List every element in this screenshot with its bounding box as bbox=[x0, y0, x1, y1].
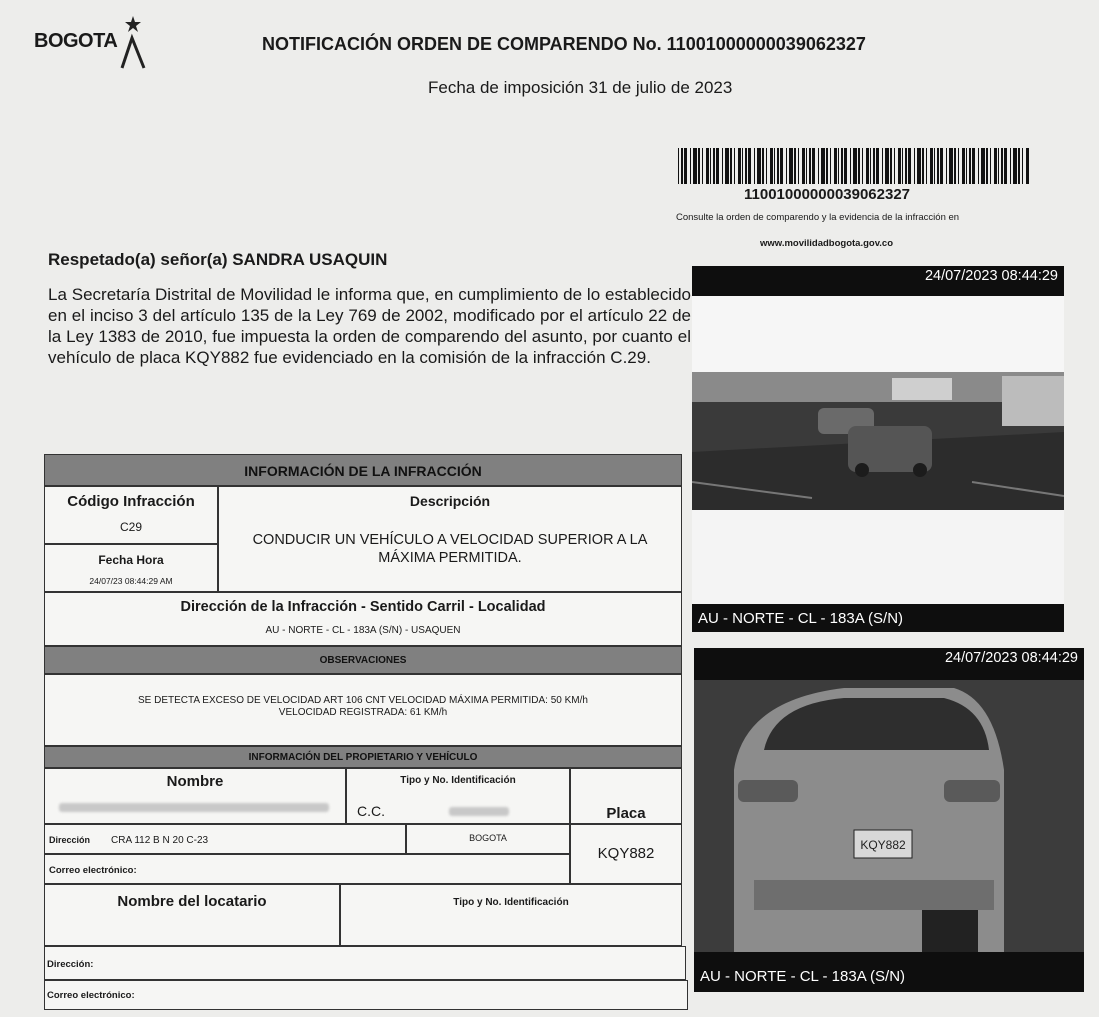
photo-1-caption: AU - NORTE - CL - 183A (S/N) bbox=[698, 610, 904, 627]
direccion-prop-value: CRA 112 B N 20 C-23 bbox=[111, 835, 209, 846]
barcode-bar bbox=[789, 148, 793, 184]
barcode bbox=[678, 148, 1032, 184]
photo-2-caption: AU - NORTE - CL - 183A (S/N) bbox=[700, 968, 906, 985]
barcode-bar bbox=[838, 148, 839, 184]
observaciones-header: OBSERVACIONES bbox=[44, 646, 682, 674]
barcode-bar bbox=[777, 148, 779, 184]
propietario-section-header: INFORMACIÓN DEL PROPIETARIO Y VEHÍCULO bbox=[44, 746, 682, 768]
barcode-bar bbox=[757, 148, 761, 184]
photo-1-timestamp: 24/07/2023 08:44:29 bbox=[924, 268, 1058, 284]
photo-1-overexposed-area-bottom bbox=[692, 510, 1064, 604]
barcode-bar bbox=[954, 148, 956, 184]
barcode-bar bbox=[754, 148, 755, 184]
direccion-prop-cell bbox=[44, 824, 406, 854]
codigo-cell bbox=[44, 486, 218, 544]
barcode-bar bbox=[905, 148, 907, 184]
barcode-bar bbox=[969, 148, 971, 184]
barcode-bar bbox=[748, 148, 751, 184]
barcode-bar bbox=[841, 148, 843, 184]
barcode-bar bbox=[798, 148, 799, 184]
barcode-bar bbox=[716, 148, 719, 184]
barcode-bar bbox=[693, 148, 697, 184]
barcode-bar bbox=[937, 148, 939, 184]
locatario-tipo-id-cell bbox=[340, 884, 682, 946]
tipo-id-cell bbox=[346, 768, 570, 824]
barcode-bar bbox=[698, 148, 700, 184]
barcode-bar bbox=[742, 148, 743, 184]
barcode-bar bbox=[690, 148, 691, 184]
direccion-infraccion-cell bbox=[44, 592, 682, 646]
barcode-bar bbox=[978, 148, 979, 184]
barcode-bar bbox=[821, 148, 825, 184]
locatario-direccion-label: Dirección: bbox=[47, 959, 94, 970]
ciudad-value: BOGOTA bbox=[469, 833, 507, 843]
barcode-bar bbox=[981, 148, 985, 184]
barcode-bar bbox=[853, 148, 857, 184]
barcode-bar bbox=[818, 148, 819, 184]
direccion-prop-label: Dirección bbox=[49, 835, 91, 845]
locatario-nombre-cell bbox=[44, 884, 340, 946]
barcode-bar bbox=[894, 148, 895, 184]
photo-1-overexposed-area bbox=[692, 296, 1064, 372]
correo-prop-label: Correo electrónico: bbox=[49, 865, 137, 876]
observaciones-line-2: VELOCIDAD REGISTRADA: 61 KM/h bbox=[278, 707, 448, 718]
evidence-photo-1 bbox=[692, 266, 1064, 632]
barcode-bar bbox=[706, 148, 709, 184]
consulte-text: Consulte la orden de comparendo y la evidencia de la infracción en bbox=[676, 212, 960, 223]
barcode-bar bbox=[908, 148, 911, 184]
barcode-bar bbox=[858, 148, 860, 184]
direccion-infraccion-label: Dirección de la Infracción - Sentido Carril - Localidad bbox=[180, 599, 546, 615]
barcode-bar bbox=[962, 148, 965, 184]
greeting: Respetado(a) señor(a) SANDRA USAQUIN bbox=[48, 250, 388, 269]
barcode-bar bbox=[681, 148, 683, 184]
placa-header-cell bbox=[570, 768, 682, 824]
logo-star-icon bbox=[125, 16, 141, 32]
barcode-bar bbox=[898, 148, 901, 184]
barcode-bar bbox=[922, 148, 924, 184]
observaciones-cell bbox=[44, 674, 682, 746]
barcode-bar bbox=[914, 148, 915, 184]
website-link[interactable]: www.movilidadbogota.gov.co bbox=[760, 238, 894, 249]
barcode-bar bbox=[990, 148, 991, 184]
barcode-bar bbox=[882, 148, 883, 184]
descripcion-value: CONDUCIR UN VEHÍCULO A VELOCIDAD SUPERIOR A LA MÁXIMA PERMITIDA. bbox=[252, 532, 648, 566]
descripcion-cell bbox=[218, 486, 682, 592]
barcode-bar bbox=[986, 148, 988, 184]
barcode-bar bbox=[958, 148, 959, 184]
tipo-id-value: C.C. bbox=[357, 803, 385, 819]
barcode-bar bbox=[786, 148, 787, 184]
barcode-bar bbox=[902, 148, 903, 184]
barcode-bar bbox=[998, 148, 999, 184]
barcode-bar bbox=[802, 148, 805, 184]
observaciones-line-1: SE DETECTA EXCESO DE VELOCIDAD ART 106 CNT VELOCIDAD MÁXIMA PERMITIDA: 50 KM/h bbox=[138, 695, 588, 706]
barcode-bar bbox=[809, 148, 811, 184]
barcode-bar bbox=[745, 148, 747, 184]
road-scene-image bbox=[692, 372, 1064, 510]
tipo-id-label: Tipo y No. Identificación bbox=[400, 775, 516, 786]
barcode-bar bbox=[972, 148, 975, 184]
barcode-bar bbox=[812, 148, 815, 184]
barcode-bar bbox=[1004, 148, 1007, 184]
barcode-bar bbox=[885, 148, 889, 184]
id-number-redacted bbox=[449, 807, 509, 816]
placa-value: KQY882 bbox=[597, 845, 655, 862]
barcode-bar bbox=[725, 148, 729, 184]
correo-prop-cell bbox=[44, 854, 570, 884]
locatario-correo-label: Correo electrónico: bbox=[47, 990, 135, 1001]
fecha-hora-label: Fecha Hora bbox=[98, 553, 164, 567]
barcode-bar bbox=[1010, 148, 1011, 184]
barcode-bar bbox=[794, 148, 796, 184]
barcode-bar bbox=[862, 148, 863, 184]
direccion-infraccion-value: AU - NORTE - CL - 183A (S/N) - USAQUEN bbox=[265, 625, 461, 636]
vehicle-rear-image bbox=[694, 680, 1084, 952]
barcode-bar bbox=[876, 148, 879, 184]
barcode-bar bbox=[966, 148, 967, 184]
bogota-logo: BOGOTA bbox=[34, 30, 118, 52]
barcode-number: 11001000000039062327 bbox=[744, 186, 911, 203]
barcode-bar bbox=[930, 148, 933, 184]
fecha-hora-value: 24/07/23 08:44:29 AM bbox=[89, 576, 173, 586]
barcode-bar bbox=[710, 148, 711, 184]
barcode-bar bbox=[873, 148, 875, 184]
barcode-bar bbox=[770, 148, 773, 184]
descripcion-label: Descripción bbox=[409, 493, 491, 509]
barcode-bar bbox=[780, 148, 783, 184]
barcode-bar bbox=[738, 148, 741, 184]
barcode-bar bbox=[866, 148, 869, 184]
locatario-tipo-id-label: Tipo y No. Identificación bbox=[453, 897, 569, 908]
barcode-bar bbox=[1026, 148, 1029, 184]
barcode-bar bbox=[678, 148, 679, 184]
barcode-bar bbox=[934, 148, 935, 184]
photo-2-timestamp: 24/07/2023 08:44:29 bbox=[944, 650, 1078, 666]
barcode-bar bbox=[994, 148, 997, 184]
barcode-bar bbox=[1022, 148, 1023, 184]
nombre-redacted bbox=[59, 803, 329, 812]
barcode-bar bbox=[1013, 148, 1017, 184]
fecha-imposicion: Fecha de imposición 31 de julio de 2023 bbox=[428, 78, 733, 97]
codigo-label: Código Infracción bbox=[67, 493, 195, 510]
barcode-bar bbox=[806, 148, 807, 184]
barcode-bar bbox=[766, 148, 767, 184]
barcode-bar bbox=[870, 148, 871, 184]
barcode-bar bbox=[722, 148, 723, 184]
barcode-bar bbox=[730, 148, 732, 184]
nombre-cell bbox=[44, 768, 346, 824]
locatario-correo-cell bbox=[44, 980, 688, 1010]
fecha-hora-cell bbox=[44, 544, 218, 592]
ciudad-cell bbox=[406, 824, 570, 854]
barcode-bar bbox=[917, 148, 921, 184]
barcode-bar bbox=[949, 148, 953, 184]
infraccion-section-header: INFORMACIÓN DE LA INFRACCIÓN bbox=[44, 454, 682, 486]
barcode-bar bbox=[850, 148, 851, 184]
barcode-bar bbox=[940, 148, 943, 184]
nombre-label: Nombre bbox=[166, 773, 224, 790]
barcode-bar bbox=[702, 148, 703, 184]
barcode-bar bbox=[734, 148, 735, 184]
barcode-bar bbox=[926, 148, 927, 184]
barcode-bar bbox=[713, 148, 715, 184]
placa-value-cell bbox=[570, 824, 682, 884]
barcode-bar bbox=[826, 148, 828, 184]
barcode-bar bbox=[774, 148, 775, 184]
locatario-nombre-label: Nombre del locatario bbox=[117, 893, 267, 910]
barcode-bar bbox=[684, 148, 687, 184]
codigo-value: C29 bbox=[119, 520, 142, 534]
letter-body: La Secretaría Distrital de Movilidad le informa que, en cumplimiento de lo establecido en el inciso 3 del artículo 135 de la Ley 769 de 2002, modificado por el artículo 22 de la Ley 1383 de 2010, fue impuesta la orden de comparendo del asunto, por cuanto el vehículo de placa KQY882 fue evidenciado en la comisión de la infracción C.29. bbox=[48, 285, 691, 367]
photo-plate-image: KQY882 bbox=[860, 838, 906, 852]
evidence-photo-2 bbox=[694, 648, 1084, 992]
barcode-bar bbox=[834, 148, 837, 184]
barcode-bar bbox=[762, 148, 764, 184]
barcode-bar bbox=[946, 148, 947, 184]
barcode-bar bbox=[890, 148, 892, 184]
barcode-bar bbox=[830, 148, 831, 184]
barcode-bar bbox=[1018, 148, 1020, 184]
barcode-bar bbox=[1001, 148, 1003, 184]
document-title: NOTIFICACIÓN ORDEN DE COMPARENDO No. 11001000000039062327 bbox=[262, 34, 866, 54]
locatario-direccion-cell bbox=[44, 946, 686, 980]
placa-label: Placa bbox=[606, 805, 646, 822]
bogota-logo-mark bbox=[118, 14, 154, 70]
barcode-bar bbox=[844, 148, 847, 184]
